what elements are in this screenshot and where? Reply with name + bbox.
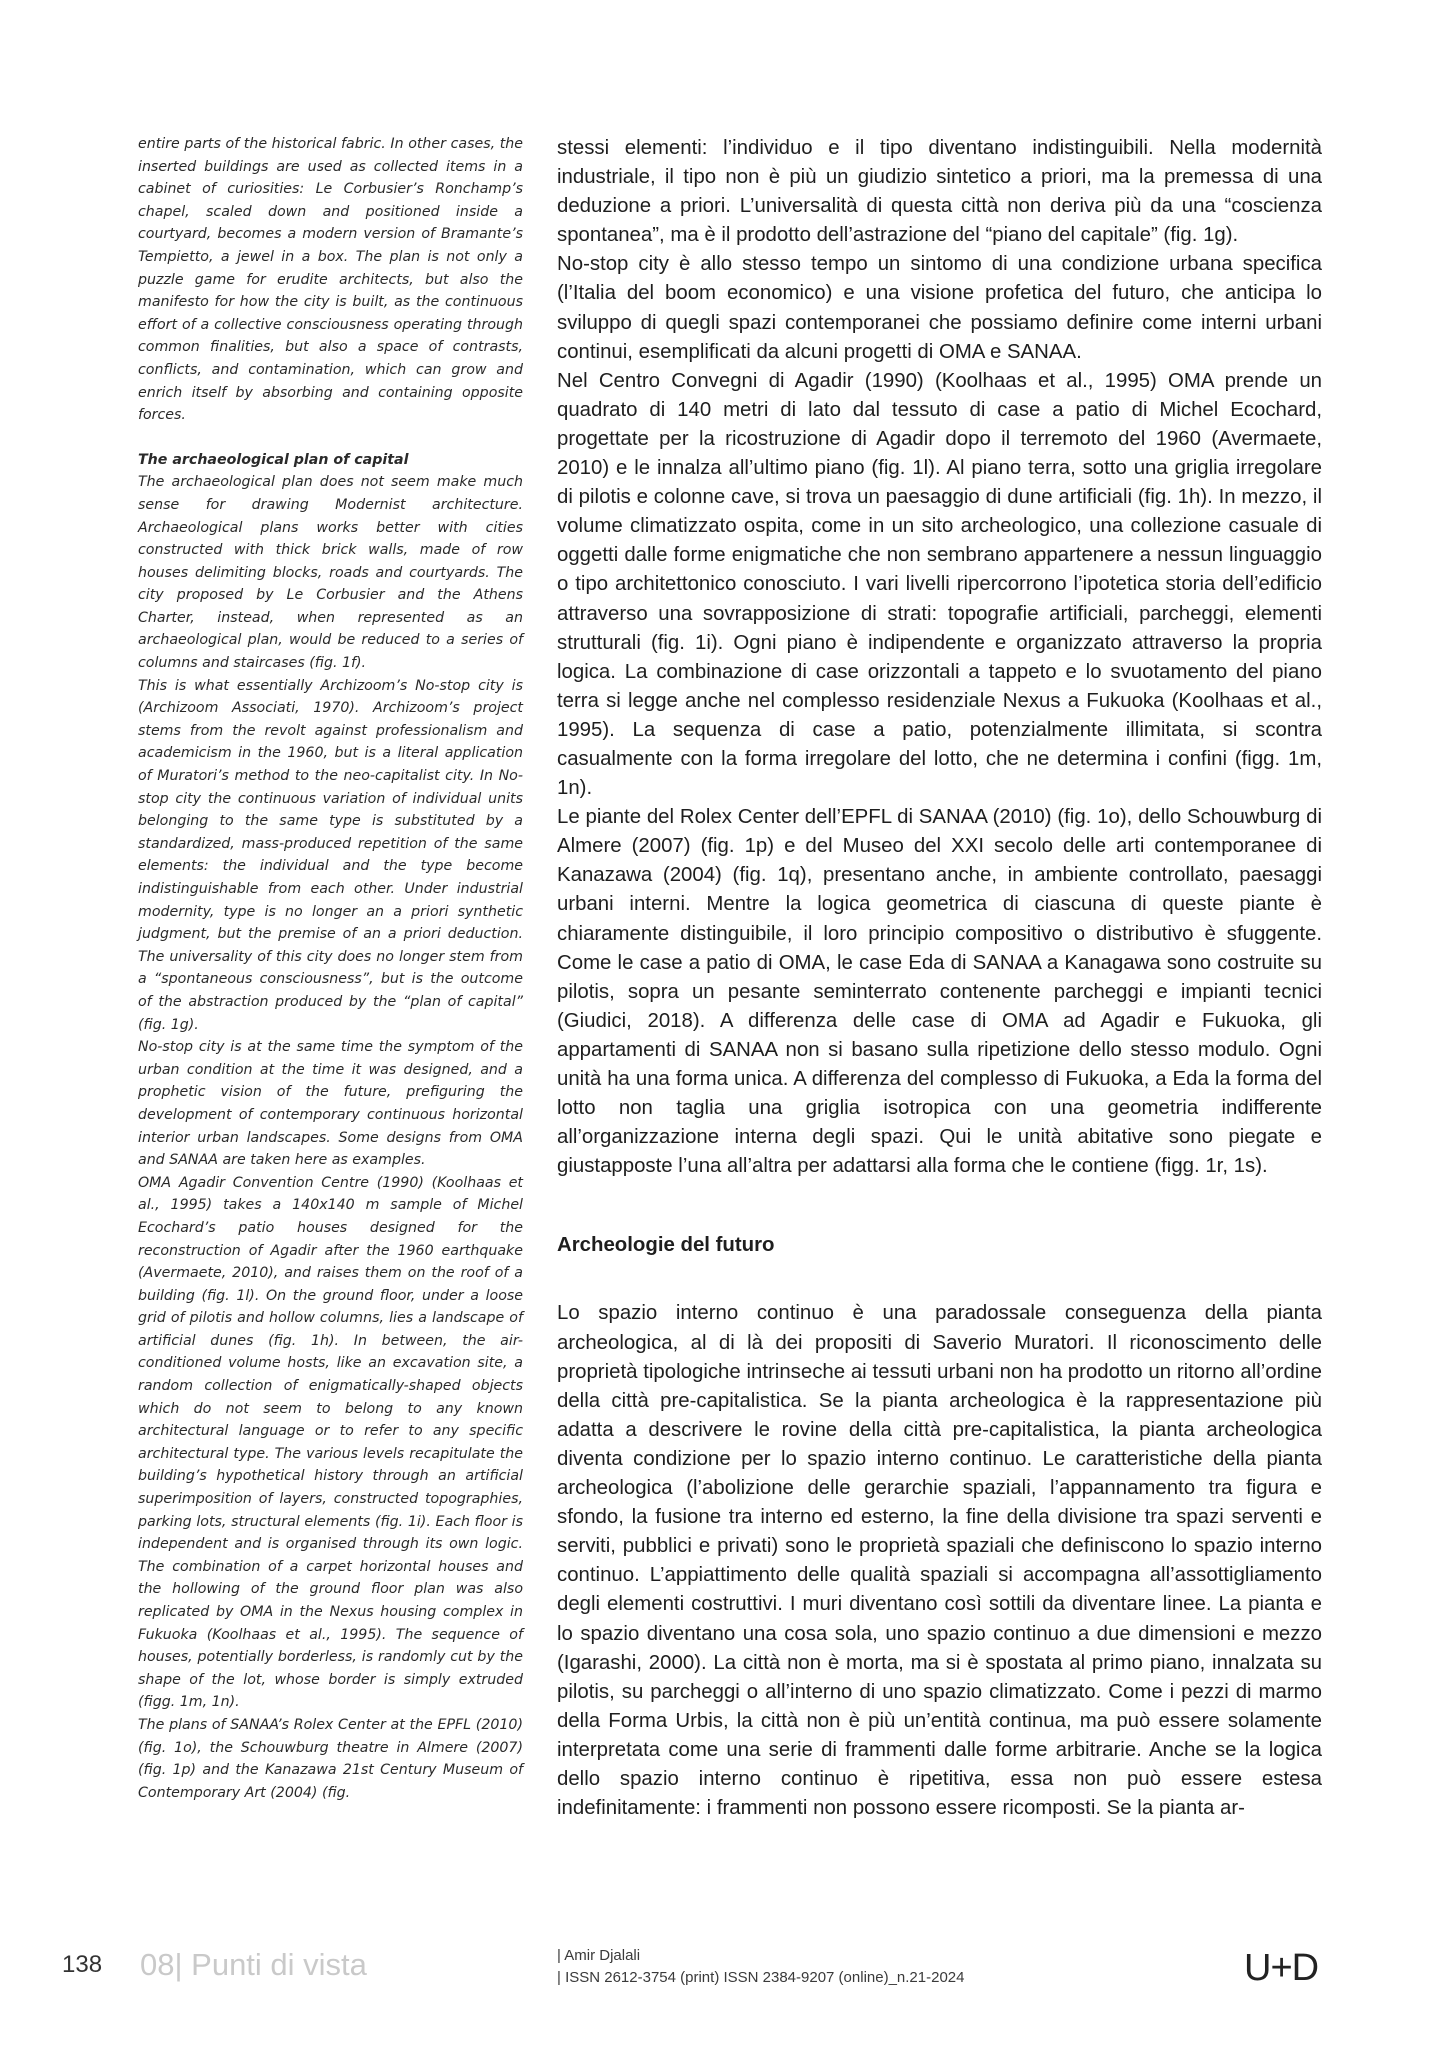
author-line: | Amir Djalali bbox=[557, 1947, 641, 1964]
right-paragraph-4: Le piante del Rolex Center dell’EPFL di SANAA (2010) (fig. 1o), dello Schouwburg di Almere (2007) (fig. 1p) e del Museo del XXI secolo delle arti contemporanee di Kanazawa (2004) (fig. 1q), presentano anche, in ambiente controllato, paesaggi urbani interni. Mentre la logica geometrica di ciascuna di queste piante è chiaramente distinguibile, il loro principio compositivo o distributivo è sfuggente. Come le case a patio di OMA, le case Eda di SANAA a Kanagawa sono costruite su pilotis, sopra un pesante seminterrato contenente parcheggi e impianti tecnici (Giudici, 2018). A differenza delle case di OMA ad Agadir e Fukuoka, gli appartamenti di SANAA non si basano sulla ripetizione dello stesso modulo. Ogni unità ha una forma unica. A differenza del complesso di Fukuoka, a Eda la forma del lotto non taglia una griglia isotropica con una geometria indifferente all’organizzazione interna degli spazi. Qui le unità abitative sono piegate e giustapposte l’una all’altra per adattarsi alla forma che le contiene (figg. 1r, 1s). bbox=[557, 806, 1322, 1178]
page-footer bbox=[0, 1945, 1448, 2005]
left-paragraph-2: The archaeological plan does not seem make much sense for drawing Modernist architecture. Archaeological plans works better with cities constructed with thick brick walls, made of row houses delimiting blocks, roads and courtyards. The city proposed by Le Corbusier and the Athens Charter, instead, when represented as an archaeological plan, would be reduced to a series of columns and staircases (fig. 1f). bbox=[138, 474, 523, 672]
left-paragraph-1: entire parts of the historical fabric. In other cases, the inserted buildings are used as collected items in a cabinet of curiosities: Le Corbusier’s Ronchamp’s chapel, scaled down and positioned inside a courtyard, becomes a modern version of Bramante’s Tempietto, a jewel in a box. The plan is not only a puzzle game for erudite architects, but also the manifesto for how the city is built, as the continuous effort of a collective consciousness operating through common finalities, but also a space of contrasts, conflicts, and contamination, which can grow and enrich itself by absorbing and containing opposite forces. bbox=[138, 136, 523, 424]
left-paragraph-3: This is what essentially Archizoom’s No-stop city is (Archizoom Associati, 1970). Archizoom’s project stems from the revolt against professionalism and academicism in the 1960, but is a literal application of Muratori’s method to the neo-capitalist city. In No-stop city the continuous variation of individual units belonging to the same type is substituted by a standardized, mass-produced repetition of the same elements: the individual and the type become indistinguishable from each other. Under industrial modernity, type is no longer an a priori synthetic judgment, but the premise of an a priori deduction. The universality of this city does no longer stem from a “spontaneous consciousness”, but is the outcome of the abstraction produced by the “plan of capital” (fig. 1g). bbox=[138, 677, 523, 1033]
issn-line: | ISSN 2612-3754 (print) ISSN 2384-9207 (online)_n.21-2024 bbox=[557, 1969, 965, 1986]
journal-logo: U+D bbox=[1244, 1947, 1319, 1989]
right-paragraph-3: Nel Centro Convegni di Agadir (1990) (Koolhaas et al., 1995) OMA prende un quadrato di 140 metri di lato dal tessuto di case a patio di Michel Ecochard, progettate per la ricostruzione di Agadir dopo il terremoto del 1960 (Avermaete, 2010) e le innalza all’ultimo piano (fig. 1l). Al piano terra, sotto una griglia irregolare di pilotis e colonne cave, si trova un paesaggio di dune artificiali (fig. 1h). In mezzo, il volume climatizzato ospita, come in un sito archeologico, una collezione casuale di oggetti dalle forme enigmatiche che non sembrano appartenere a nessun linguaggio o tipo architettonico conosciuto. I vari livelli ripercorrono l’ipotetica storia dell’edificio attraverso una sovrapposizione di strati: topografie artificiali, parcheggi, elementi strutturali (fig. 1i). Ogni piano è indipendente e organizzato attraverso la propria logica. La combinazione di case orizzontali a tappeto e lo svuotamento del piano terra si legge anche nel complesso residenziale Nexus a Fukuoka (Koolhaas et al., 1995). La sequenza di case a patio, potenzialmente illimitata, si scontra casualmente con la forma irregolare del lotto, che ne determina i confini (figg. 1m, 1n). bbox=[557, 369, 1322, 800]
page-number: 138 bbox=[62, 1951, 103, 1978]
right-paragraph-2: No-stop city è allo stesso tempo un sintomo di una condizione urbana specifica (l’Italia del boom economico) e una visione profetica del futuro, che anticipa lo sviluppo di quegli spazi contemporanei che possiamo definire come interni urbani continui, esemplificati da alcuni progetti di OMA e SANAA. bbox=[557, 253, 1322, 363]
left-column-english bbox=[138, 133, 523, 1804]
section-label: 08| Punti di vista bbox=[140, 1947, 367, 1982]
right-paragraph-5: Lo spazio interno continuo è una paradossale conseguenza della pianta archeologica, al di là dei propositi di Saverio Muratori. Il riconoscimento delle proprietà tipologiche intrinseche ai tessuti urbani non ha prodotto un ritorno all’ordine della città pre-capitalistica. Se la pianta archeologica è la rappresentazione più adatta a descrivere le rovine della città pre-capitalistica, la pianta archeologica diventa condizione per lo spazio interno continuo. Le caratteristiche della pianta archeologica (l’abolizione delle gerarchie spaziali, l’appannamento tra figura e sfondo, la fusione tra interno ed esterno, la fine della divisione tra spazi serventi e serviti, pubblici e privati) sono le proprietà spaziali che definiscono lo spazio interno continuo. L’appiattimento delle qualità spaziali si accompagna all’assottigliamento degli elementi costruttivi. I muri diventano così sottili da diventare linee. La pianta e lo spazio diventano una cosa sola, uno spazio continuo a due dimensioni e mezzo (Igarashi, 2000). La città non è morta, ma si è spostata al primo piano, innalzata su pilotis, su parcheggi o all’interno di uno spazio climatizzato. Come i pezzi di marmo della Forma Urbis, la città non è più un’entità continua, ma può essere solamente interpretata come una serie di frammenti dalle forme arbitrarie. Anche se la logica dello spazio interno continuo è ripetitiva, essa non può essere estesa indefinitamente: i frammenti non possono essere ricomposti. Se la pianta ar- bbox=[557, 1302, 1322, 1820]
left-paragraph-4: No-stop city is at the same time the symptom of the urban condition at the time it was designed, and a prophetic vision of the future, prefiguring the development of contemporary continuous horizontal interior urban landscapes. Some designs from OMA and SANAA are taken here as examples. bbox=[138, 1039, 523, 1169]
section-heading: Archeologie del futuro bbox=[557, 1234, 775, 1257]
left-paragraph-5: OMA Agadir Convention Centre (1990) (Koolhaas et al., 1995) takes a 140x140 m sample of Michel Ecochard’s patio houses designed for the reconstruction of Agadir after the 1960 earthquake (Avermaete, 2010), and raises them on the roof of a building (fig. 1l). On the ground floor, under a loose grid of pilotis and hollow columns, lies a landscape of artificial dunes (fig. 1h). In between, the air-conditioned volume hosts, like an excavation site, a random collection of enigmatically-shaped objects which do not seem to belong to any known architectural language or to refer to any specific architectural type. The various levels recapitulate the building’s hypothetical history through an artificial superimposition of layers, constructed topographies, parking lots, structural elements (fig. 1i). Each floor is independent and is organised through its own logic. The combination of a carpet horizontal houses and the hollowing of the ground floor plan was also replicated by OMA in the Nexus housing complex in Fukuoka (Koolhaas et al., 1995). The sequence of houses, potentially borderless, is randomly cut by the shape of the lot, whose border is simply extruded (figg. 1m, 1n). bbox=[138, 1174, 523, 1711]
left-paragraph-6: The plans of SANAA’s Rolex Center at the EPFL (2010) (fig. 1o), the Schouwburg theatre in Almere (2007) (fig. 1p) and the Kanazawa 21st Century Museum of Contemporary Art (2004) (fig. bbox=[138, 1716, 523, 1801]
journal-info bbox=[557, 1945, 964, 1989]
right-paragraph-1: stessi elementi: l’individuo e il tipo diventano indistinguibili. Nella modernità industriale, il tipo non è più un giudizio sintetico a priori, ma la premessa di una deduzione a priori. L’universalità di questa città non deriva più da una “coscienza spontanea”, ma è il prodotto dell’astrazione del “piano del capitale” (fig. 1g). bbox=[557, 137, 1322, 247]
left-subheading: The archaeological plan of capital bbox=[138, 451, 409, 468]
right-column-italian bbox=[557, 134, 1322, 1823]
